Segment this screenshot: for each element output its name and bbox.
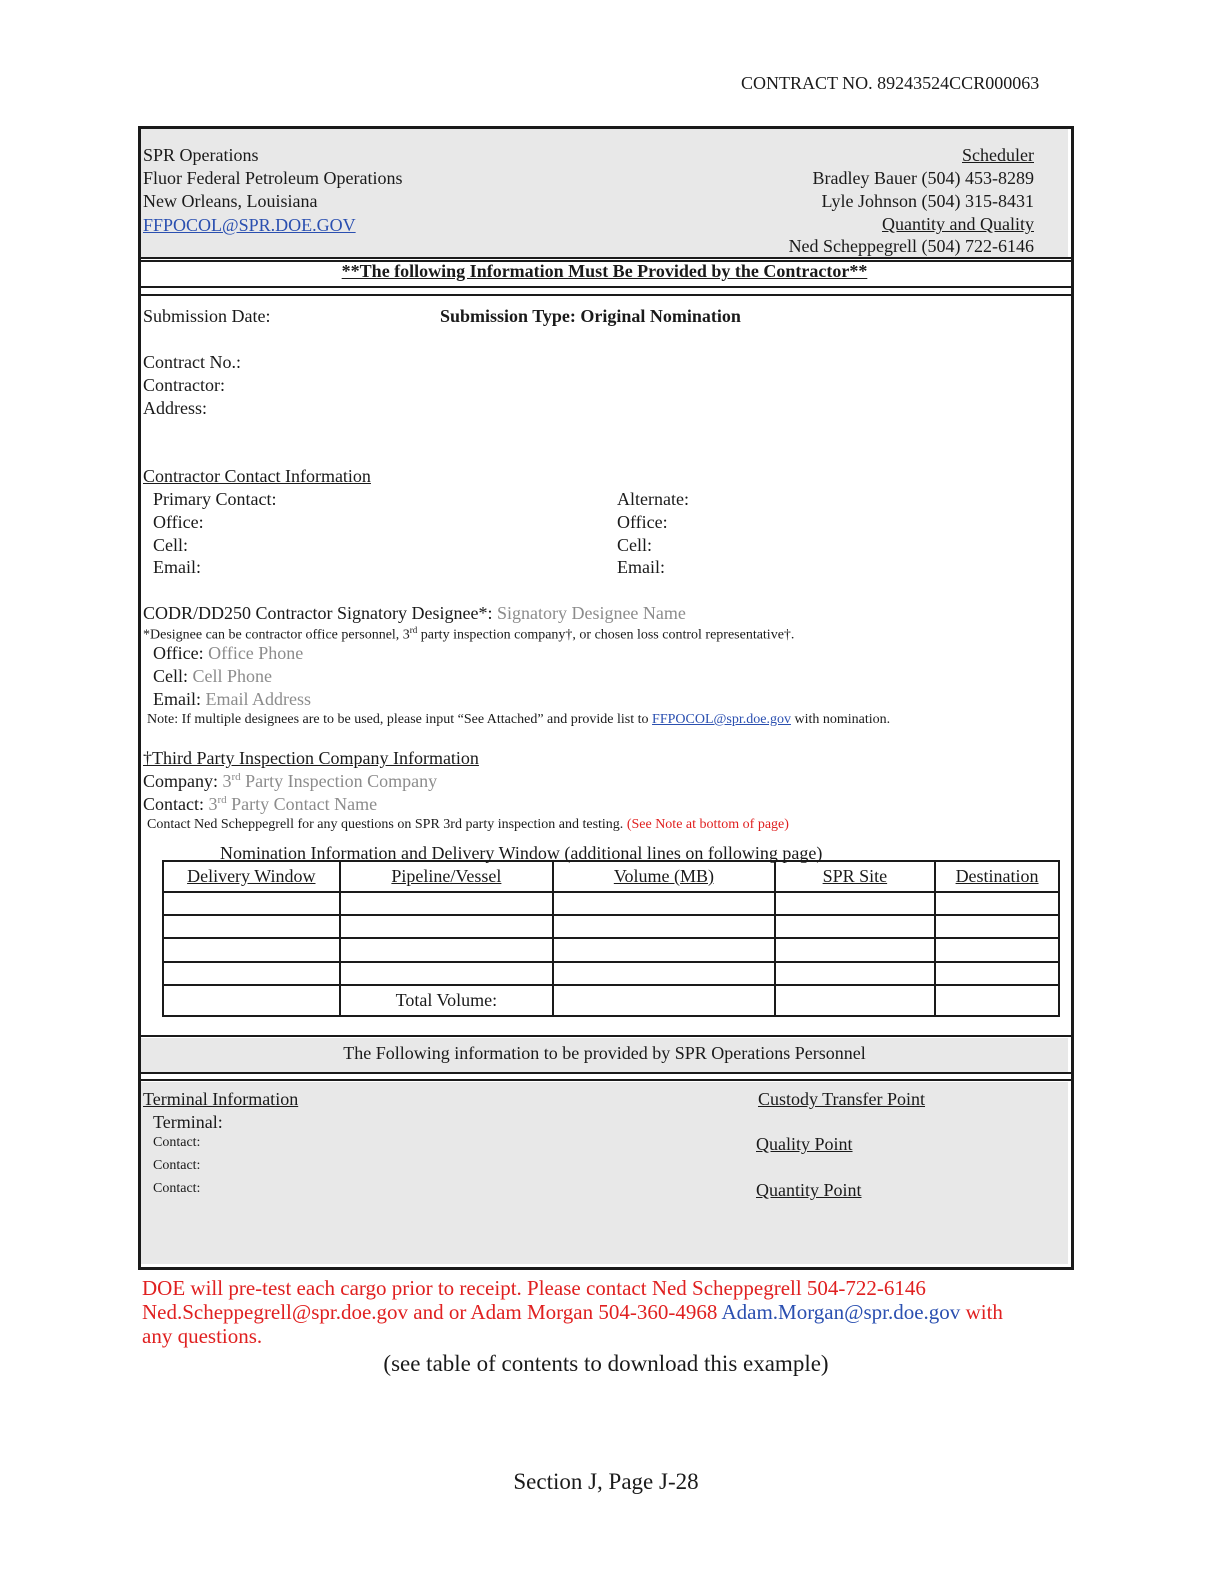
contact-ph-a: 3 [208, 794, 218, 814]
tp-contact-field[interactable] [209, 794, 378, 814]
table-cell[interactable] [775, 985, 936, 1016]
pretest-note-line3: any questions. [142, 1324, 263, 1348]
quantity-point: Quantity Point [756, 1180, 862, 1200]
table-cell[interactable] [553, 962, 774, 985]
address-label: Address: [143, 398, 207, 418]
table-cell[interactable] [775, 962, 936, 985]
quality-point: Quality Point [756, 1134, 853, 1154]
table-cell[interactable] [163, 892, 340, 915]
tp-contact-label: Contact: [143, 794, 204, 814]
header-destination: Destination [935, 861, 1059, 892]
total-volume-label: Total Volume: [340, 985, 554, 1016]
footnote-sup: rd [409, 625, 418, 635]
terminal-info-title: Terminal Information [143, 1089, 299, 1109]
primary-email-label: Email: [153, 557, 201, 577]
designee-footnote [143, 625, 794, 644]
spr-email-link[interactable]: FFPOCOL@SPR.DOE.GOV [143, 215, 356, 235]
header-volume: Volume (MB) [553, 861, 774, 892]
company-label: Company: [143, 771, 218, 791]
designee-office-row [153, 643, 303, 664]
pretest-note-text: Ned.Scheppegrell@spr.doe.gov and or Adam Morgan 504-360-4968 [142, 1300, 718, 1324]
table-cell[interactable] [553, 915, 774, 938]
spr-banner: The Following information to be provided by SPR Operations Personnel [343, 1043, 866, 1063]
table-cell[interactable] [163, 985, 340, 1016]
primary-contact-label: Primary Contact: [153, 489, 277, 509]
table-cell[interactable] [935, 962, 1059, 985]
submission-date-label: Submission Date: [143, 306, 271, 326]
designee-email-row [153, 689, 311, 710]
table-cell[interactable] [935, 985, 1059, 1016]
table-row [163, 892, 1059, 915]
designee-office-field[interactable]: Office Phone [208, 643, 304, 663]
third-party-title: †Third Party Inspection Company Information [143, 748, 479, 768]
divider [138, 257, 1071, 259]
designee-email-label: Email: [153, 689, 201, 709]
footnote-text-a: *Designee can be contractor office personnel, 3 [143, 627, 410, 643]
total-row [163, 985, 1059, 1016]
table-row [163, 915, 1059, 938]
tp-note-text: Contact Ned Scheppegrell for any questions on SPR 3rd party inspection and testing. [147, 817, 624, 832]
header-spr-site: SPR Site [775, 861, 936, 892]
table-cell[interactable] [935, 938, 1059, 961]
table-cell[interactable] [163, 962, 340, 985]
designee-row [143, 603, 686, 624]
scheduler-contact-2: Lyle Johnson (504) 315-8431 [821, 191, 1034, 211]
alternate-email-label: Email: [617, 557, 665, 577]
designee-office-label: Office: [153, 643, 204, 663]
contractor-banner: **The following Information Must Be Provided by the Contractor** [341, 261, 868, 281]
contact-info-title: Contractor Contact Information [143, 466, 371, 486]
adam-morgan-email-link[interactable]: Adam.Morgan@spr.doe.gov [721, 1300, 961, 1324]
table-row [163, 962, 1059, 985]
divider [138, 286, 1071, 288]
designee-note [147, 712, 890, 728]
note-text-a: Note: If multiple designees are to be used, please input “See Attached” and provide list to [147, 712, 649, 727]
third-party-contact-row [143, 794, 377, 815]
scheduler-title: Scheduler [962, 145, 1034, 165]
designee-email-field[interactable]: Email Address [205, 689, 311, 709]
table-row [163, 938, 1059, 961]
spr-line2: Fluor Federal Petroleum Operations [143, 168, 403, 188]
submission-type-label: Submission Type: Original Nomination [440, 306, 741, 326]
nomination-table [162, 860, 1060, 1017]
designee-cell-label: Cell: [153, 666, 188, 686]
table-cell[interactable] [935, 892, 1059, 915]
total-volume-cell[interactable] [553, 985, 774, 1016]
alternate-contact-label: Alternate: [617, 489, 689, 509]
pretest-note-line2 [142, 1300, 1003, 1325]
divider [138, 1072, 1071, 1074]
quantity-quality-title: Quantity and Quality [882, 214, 1034, 234]
tp-note-red: (See Note at bottom of page) [626, 817, 789, 832]
pretest-note-with: with [965, 1300, 1003, 1324]
contact-ph-b: Party Contact Name [226, 794, 378, 814]
table-cell[interactable] [340, 892, 554, 915]
contract-no-label: Contract No.: [143, 352, 241, 372]
divider [138, 294, 1071, 296]
table-cell[interactable] [340, 915, 554, 938]
table-cell[interactable] [163, 915, 340, 938]
scheduler-contact-3: Ned Scheppegrell (504) 722-6146 [788, 236, 1034, 256]
contact-ph-sup: rd [217, 794, 227, 806]
third-party-company-row [143, 771, 437, 792]
company-field[interactable] [223, 771, 438, 791]
company-ph-sup: rd [231, 771, 241, 783]
table-cell[interactable] [553, 892, 774, 915]
table-cell[interactable] [340, 962, 554, 985]
table-cell[interactable] [340, 938, 554, 961]
header-delivery-window: Delivery Window [163, 861, 340, 892]
primary-cell-label: Cell: [153, 535, 188, 555]
table-header-row [163, 861, 1059, 892]
table-cell[interactable] [553, 938, 774, 961]
nomination-title: Nomination Information and Delivery Window (additional lines on following page) [220, 843, 823, 863]
terminal-contact-2: Contact: [153, 1158, 201, 1173]
table-cell[interactable] [775, 915, 936, 938]
pretest-note-line1: DOE will pre-test each cargo prior to receipt. Please contact Ned Scheppegrell 504-722-6146 [142, 1276, 926, 1300]
table-cell[interactable] [775, 938, 936, 961]
footnote-text-b: party inspection company†, or chosen loss control representative†. [417, 627, 795, 643]
terminal-contact-3: Contact: [153, 1181, 201, 1196]
scheduler-contact-1: Bradley Bauer (504) 453-8289 [812, 168, 1034, 188]
custody-transfer-point: Custody Transfer Point [758, 1089, 926, 1109]
terminal-label: Terminal: [153, 1112, 223, 1132]
third-party-note [147, 817, 789, 833]
table-cell[interactable] [775, 892, 936, 915]
divider [138, 1079, 1071, 1081]
primary-office-label: Office: [153, 512, 204, 532]
terminal-contact-1: Contact: [153, 1135, 201, 1150]
spr-line1: SPR Operations [143, 145, 259, 165]
company-ph-b: Party Inspection Company [240, 771, 438, 791]
table-cell[interactable] [935, 915, 1059, 938]
note-text-b: with nomination. [794, 712, 891, 727]
contractor-label: Contractor: [143, 375, 225, 395]
company-ph-a: 3 [222, 771, 232, 791]
alternate-cell-label: Cell: [617, 535, 652, 555]
designee-name-field[interactable]: Signatory Designee Name [496, 603, 686, 623]
note-email-link[interactable]: FFPOCOL@spr.doe.gov [652, 712, 791, 727]
designee-label: CODR/DD250 Contractor Signatory Designee*: [143, 603, 493, 623]
contract-number: CONTRACT NO. 89243524CCR000063 [741, 73, 1040, 93]
designee-cell-row [153, 666, 272, 687]
header-pipeline-vessel: Pipeline/Vessel [340, 861, 554, 892]
designee-cell-field[interactable]: Cell Phone [192, 666, 272, 686]
divider [138, 1035, 1071, 1037]
alternate-office-label: Office: [617, 512, 668, 532]
see-toc-note: (see table of contents to download this example) [383, 1351, 829, 1376]
page-footer: Section J, Page J-28 [513, 1469, 699, 1494]
table-cell[interactable] [163, 938, 340, 961]
spr-line3: New Orleans, Louisiana [143, 191, 318, 211]
